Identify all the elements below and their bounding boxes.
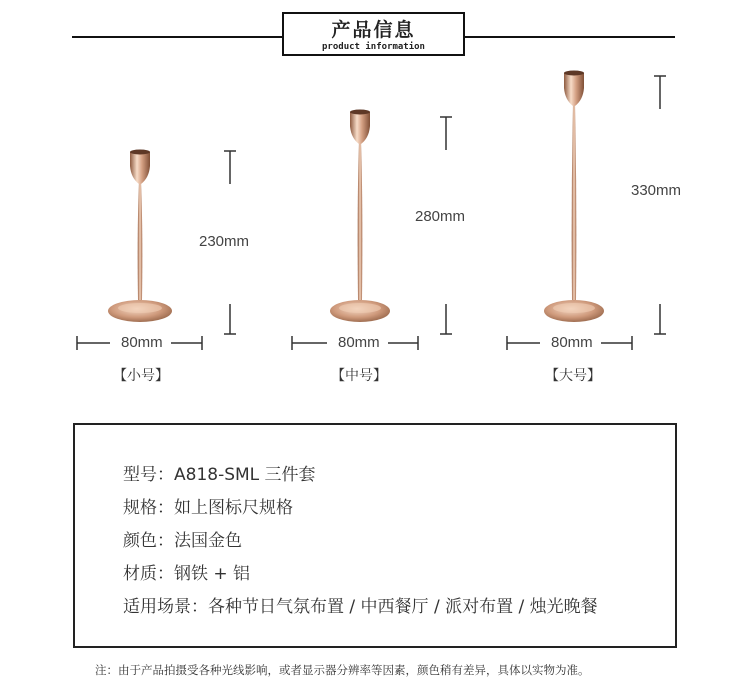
section-subtitle: product information <box>322 42 425 52</box>
width-label-medium: 80mm <box>338 334 380 351</box>
spec-model: 型号：A818-SML 三件套 <box>123 465 316 485</box>
height-label-medium: 280mm <box>415 208 466 225</box>
height-label-small: 230mm <box>199 233 250 250</box>
spec-size: 规格：如上图标尺规格 <box>123 498 293 518</box>
width-label-small: 80mm <box>121 334 163 351</box>
holder-large <box>544 71 604 323</box>
section-title-box <box>282 12 465 56</box>
spec-box <box>73 423 677 648</box>
header-rule-right <box>465 36 675 38</box>
spec-color: 颜色：法国金色 <box>123 531 242 551</box>
size-label-small: 【小号】 <box>113 368 169 384</box>
spec-material: 材质：钢铁 + 铝 <box>123 564 251 584</box>
width-label-large: 80mm <box>551 334 593 351</box>
spec-usage: 适用场景：各种节日气氛布置 / 中西餐厅 / 派对布置 / 烛光晚餐 <box>123 597 598 617</box>
holder-medium <box>330 110 390 323</box>
size-label-large: 【大号】 <box>545 368 601 384</box>
disclaimer-note: 注：由于产品拍摄受各种光线影响，或者显示器分辨率等因素，颜色稍有差异，具体以实物为准。 <box>95 663 590 677</box>
header-rule-left <box>72 36 284 38</box>
holder-small <box>108 150 172 323</box>
size-label-medium: 【中号】 <box>331 368 387 384</box>
height-label-large: 330mm <box>631 182 682 199</box>
section-title: 产品信息 <box>331 19 416 41</box>
